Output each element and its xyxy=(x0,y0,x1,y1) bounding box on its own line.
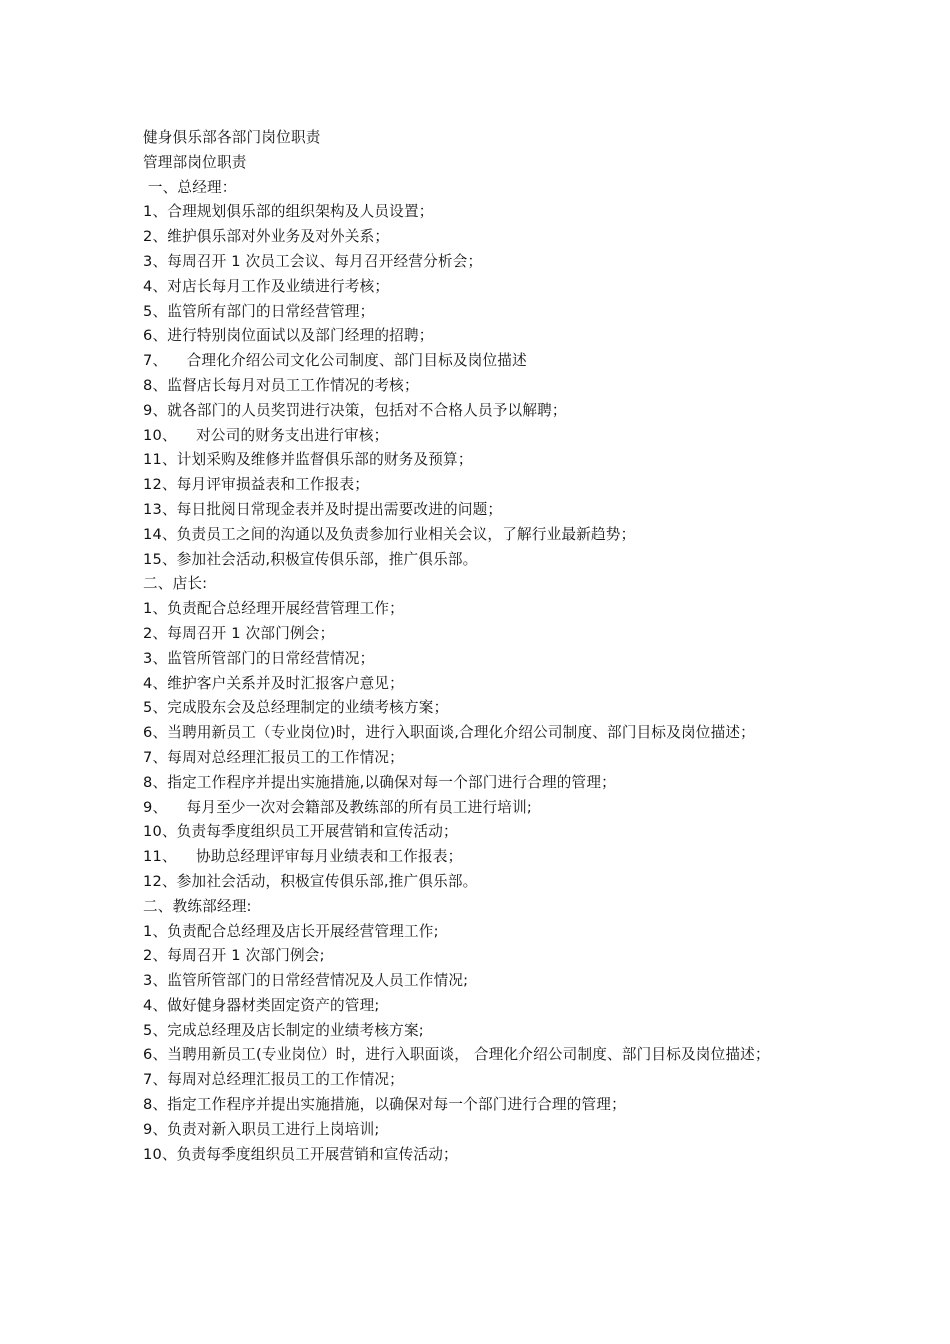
text-line: 7、每周对总经理汇报员工的工作情况； xyxy=(143,1071,404,1089)
text-line: 5、完成总经理及店长制定的业绩考核方案; xyxy=(143,1021,424,1039)
text-line: 6、进行特别岗位面试以及部门经理的招聘； xyxy=(143,327,434,345)
text-line: 8、监督店长每月对员工工作情况的考核； xyxy=(143,376,419,394)
text-line: 4、做好健身器材类固定资产的管理; xyxy=(143,996,380,1014)
text-line: 一、总经理： xyxy=(143,178,237,196)
text-line: 5、完成股东会及总经理制定的业绩考核方案； xyxy=(143,699,449,717)
text-line: 1、负责配合总经理开展经营管理工作； xyxy=(143,600,404,618)
text-line: 5、监管所有部门的日常经营管理； xyxy=(143,302,375,320)
text-line: 1、合理规划俱乐部的组织架构及人员设置； xyxy=(143,203,434,221)
text-line: 13、每日批阅日常现金表并及时提出需要改进的问题； xyxy=(143,500,503,518)
text-line: 11、计划采购及维修并监督俱乐部的财务及预算； xyxy=(143,451,473,469)
text-line: 7、 合理化介绍公司文化公司制度、部门目标及岗位描述 xyxy=(143,352,527,370)
text-line: 15、参加社会活动,积极宣传俱乐部，推广俱乐部。 xyxy=(143,550,478,568)
text-line: 11、 协助总经理评审每月业绩表和工作报表； xyxy=(143,848,463,866)
text-line: 12、参加社会活动，积极宣传俱乐部,推广俱乐部。 xyxy=(143,872,478,890)
text-line: 10、 对公司的财务支出进行审核； xyxy=(143,426,389,444)
document-title: 健身俱乐部各部门岗位职责 xyxy=(143,129,321,146)
text-line: 10、负责每季度组织员工开展营销和宣传活动； xyxy=(143,823,458,841)
text-line: 4、对店长每月工作及业绩进行考核； xyxy=(143,277,390,295)
text-line: 2、维护俱乐部对外业务及对外关系； xyxy=(143,228,390,246)
text-line: 9、 每月至少一次对会籍部及教练部的所有员工进行培训; xyxy=(143,798,533,816)
text-line: 2、每周召开 1 次部门例会; xyxy=(143,947,325,965)
text-line-wrapped: 6、当聘用新员工(专业岗位）时，进行入职面谈， 合理化介绍公司制度、部门目标及岗位描述； xyxy=(143,1046,770,1064)
text-line: 14、负责员工之间的沟通以及负责参加行业相关会议，了解行业最新趋势； xyxy=(143,525,636,543)
text-line: 3、监管所管部门的日常经营情况及人员工作情况; xyxy=(143,972,469,990)
text-line: 8、指定工作程序并提出实施措施，以确保对每一个部门进行合理的管理； xyxy=(143,1096,626,1114)
text-line: 二、店长: xyxy=(143,575,208,593)
text-line-wrapped: 6、当聘用新员工（专业岗位)时，进行入职面谈,合理化介绍公司制度、部门目标及岗位描述； xyxy=(143,724,755,742)
text-line: 9、负责对新入职员工进行上岗培训; xyxy=(143,1120,380,1138)
section-title: 管理部岗位职责 xyxy=(143,153,247,171)
text-line: 二、教练部经理: xyxy=(143,897,252,915)
text-line: 4、维护客户关系并及时汇报客户意见； xyxy=(143,674,404,692)
text-line: 9、就各部门的人员奖罚进行决策，包括对不合格人员予以解聘； xyxy=(143,401,567,419)
text-line: 3、监管所管部门的日常经营情况； xyxy=(143,649,375,667)
text-line: 3、每周召开 1 次员工会议、每月召开经营分析会； xyxy=(143,252,483,270)
text-line: 10、负责每季度组织员工开展营销和宣传活动； xyxy=(143,1145,458,1163)
text-line: 2、每周召开 1 次部门例会； xyxy=(143,624,335,642)
text-line: 8、指定工作程序并提出实施措施,以确保对每一个部门进行合理的管理； xyxy=(143,773,616,791)
document-body xyxy=(143,126,823,1167)
text-line: 1、负责配合总经理及店长开展经营管理工作; xyxy=(143,922,439,940)
text-line: 7、每周对总经理汇报员工的工作情况； xyxy=(143,748,404,766)
text-line: 12、每月评审损益表和工作报表； xyxy=(143,476,370,494)
